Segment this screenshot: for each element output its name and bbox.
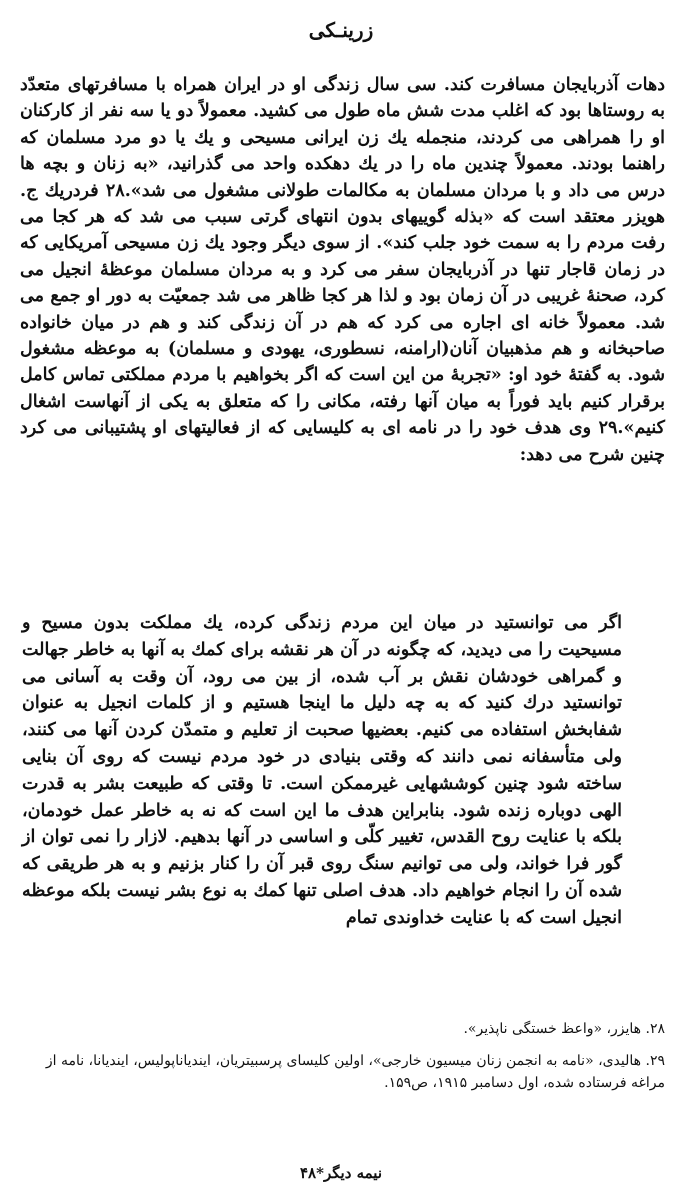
footnote-28: ۲۸. هایزر، «واعظ خستگی ناپذیر». — [463, 1021, 665, 1037]
page-footer: نیمه دیگر*۴۸ — [299, 1164, 383, 1182]
footnote-29: ۲۹. هالیدی، «نامه به انجمن زنان میسیون خارجی»، اولین کلیسای پرسبیتریان، ایندیاناپولیس، ایندیانا، نامه از مراغه فرستاده شده، اول دسامبر ۱۹۱۵، ص۱۵۹. — [45, 1053, 665, 1091]
block-quote — [22, 610, 622, 932]
main-text-block — [20, 72, 665, 468]
quote-paragraph: اگر می توانستید در میان این مردم زندگی کرده، یك مملکت بدون مسیح و مسیحیت را می دیدید، که چگونه در آن هر نقشه برای کمك به آنها به خاطر جهالت و گمراهی خودشان نقش بر آب شده، از بین می رود، آن وقت به آسانی می توانستید درك کنید که به چه دلیل ما اینجا هستیم و از کلمات انجیل به عنوان شفابخش استفاده می کنیم. بعضیها صحبت از تعلیم و متمدّن کردن آنها می کنند، ولی متأسفانه نمی دانند که وقتی بنیادی در خود مردم نیست که روی آن بنایی ساخته شود چنین کوششهایی غیرممکن است. تا وقتی که طبیعت بشر به قدرت الهی دوباره زنده شود. بنابراین هدف ما این است که نه به خاطر عمل خودمان، بلکه با عنایت روح القدس، تغییر کلّی و اساسی در آنها بدهیم. لازار را نمی توان از گور فرا خواند، ولی می توانیم سنگ روی قبر آن را کنار بزنیم و به هر طریقی که شده آن را انجام خواهیم داد. هدف اصلی تنها کمك به نوع بشر نیست بلکه موعظه انجیل است که با عنایت خداوندی تمام — [22, 613, 622, 928]
body-paragraph: دهات آذربایجان مسافرت کند. سی سال زندگی او در ایران همراه با مسافرتهای متعدّد به روستاها بود که اغلب مدت شش ماه طول می کشید. معمولاً دو یا سه نفر از کارکنان او را همراهی می کردند، منجمله یك زن ایرانی مسیحی و یك یا دو مرد مسلمان که راهنما بودند. معمولاً چندین ماه را در یك دهکده واحد می گذرانید، «به زنان و بچه ها درس می داد و با مردان مسلمان به مکالمات طولانی مشغول می شد».۲۸ فردریك ج. هویزر معتقد است که «بذله گوییهای بدون انتهای گرتی سبب می شد که هر کجا می رفت مردم را به سمت خود جلب کند». از سوی دیگر وجود یك زن مسیحی آمریکایی که در زمان قاجار تنها در آذربایجان سفر می کرد و به مردان مسلمان موعظهٔ انجیل می کرد، صحنهٔ غریبی در آن زمان بود و لذا هر کجا ظاهر می شد جمعیّت به دور او جمع می شد. معمولاً خانه ای اجاره می کرد که هم در آن زندگی کند و هم در میان خانواده صاحبخانه و هم مذهبیان آنان(ارامنه، نسطوری، یهودی و مسلمان) به موعظه مشغول شود. به گفتهٔ خود او: «تجربهٔ من این است که اگر بخواهیم با مردم مملکتی تماس کامل برقرار کنیم باید فوراً به میان آنها رفته، مکانی را که متعلق به یکی از آنهاست اشغال کنیم».۲۹ وی هدف خود را در نامه ای به کلیسایی که از فعالیتهای او پشتیبانی می کرد چنین شرح می دهد: — [20, 75, 665, 465]
footnotes — [20, 1018, 665, 1104]
running-header: زرینـکی — [308, 18, 374, 42]
